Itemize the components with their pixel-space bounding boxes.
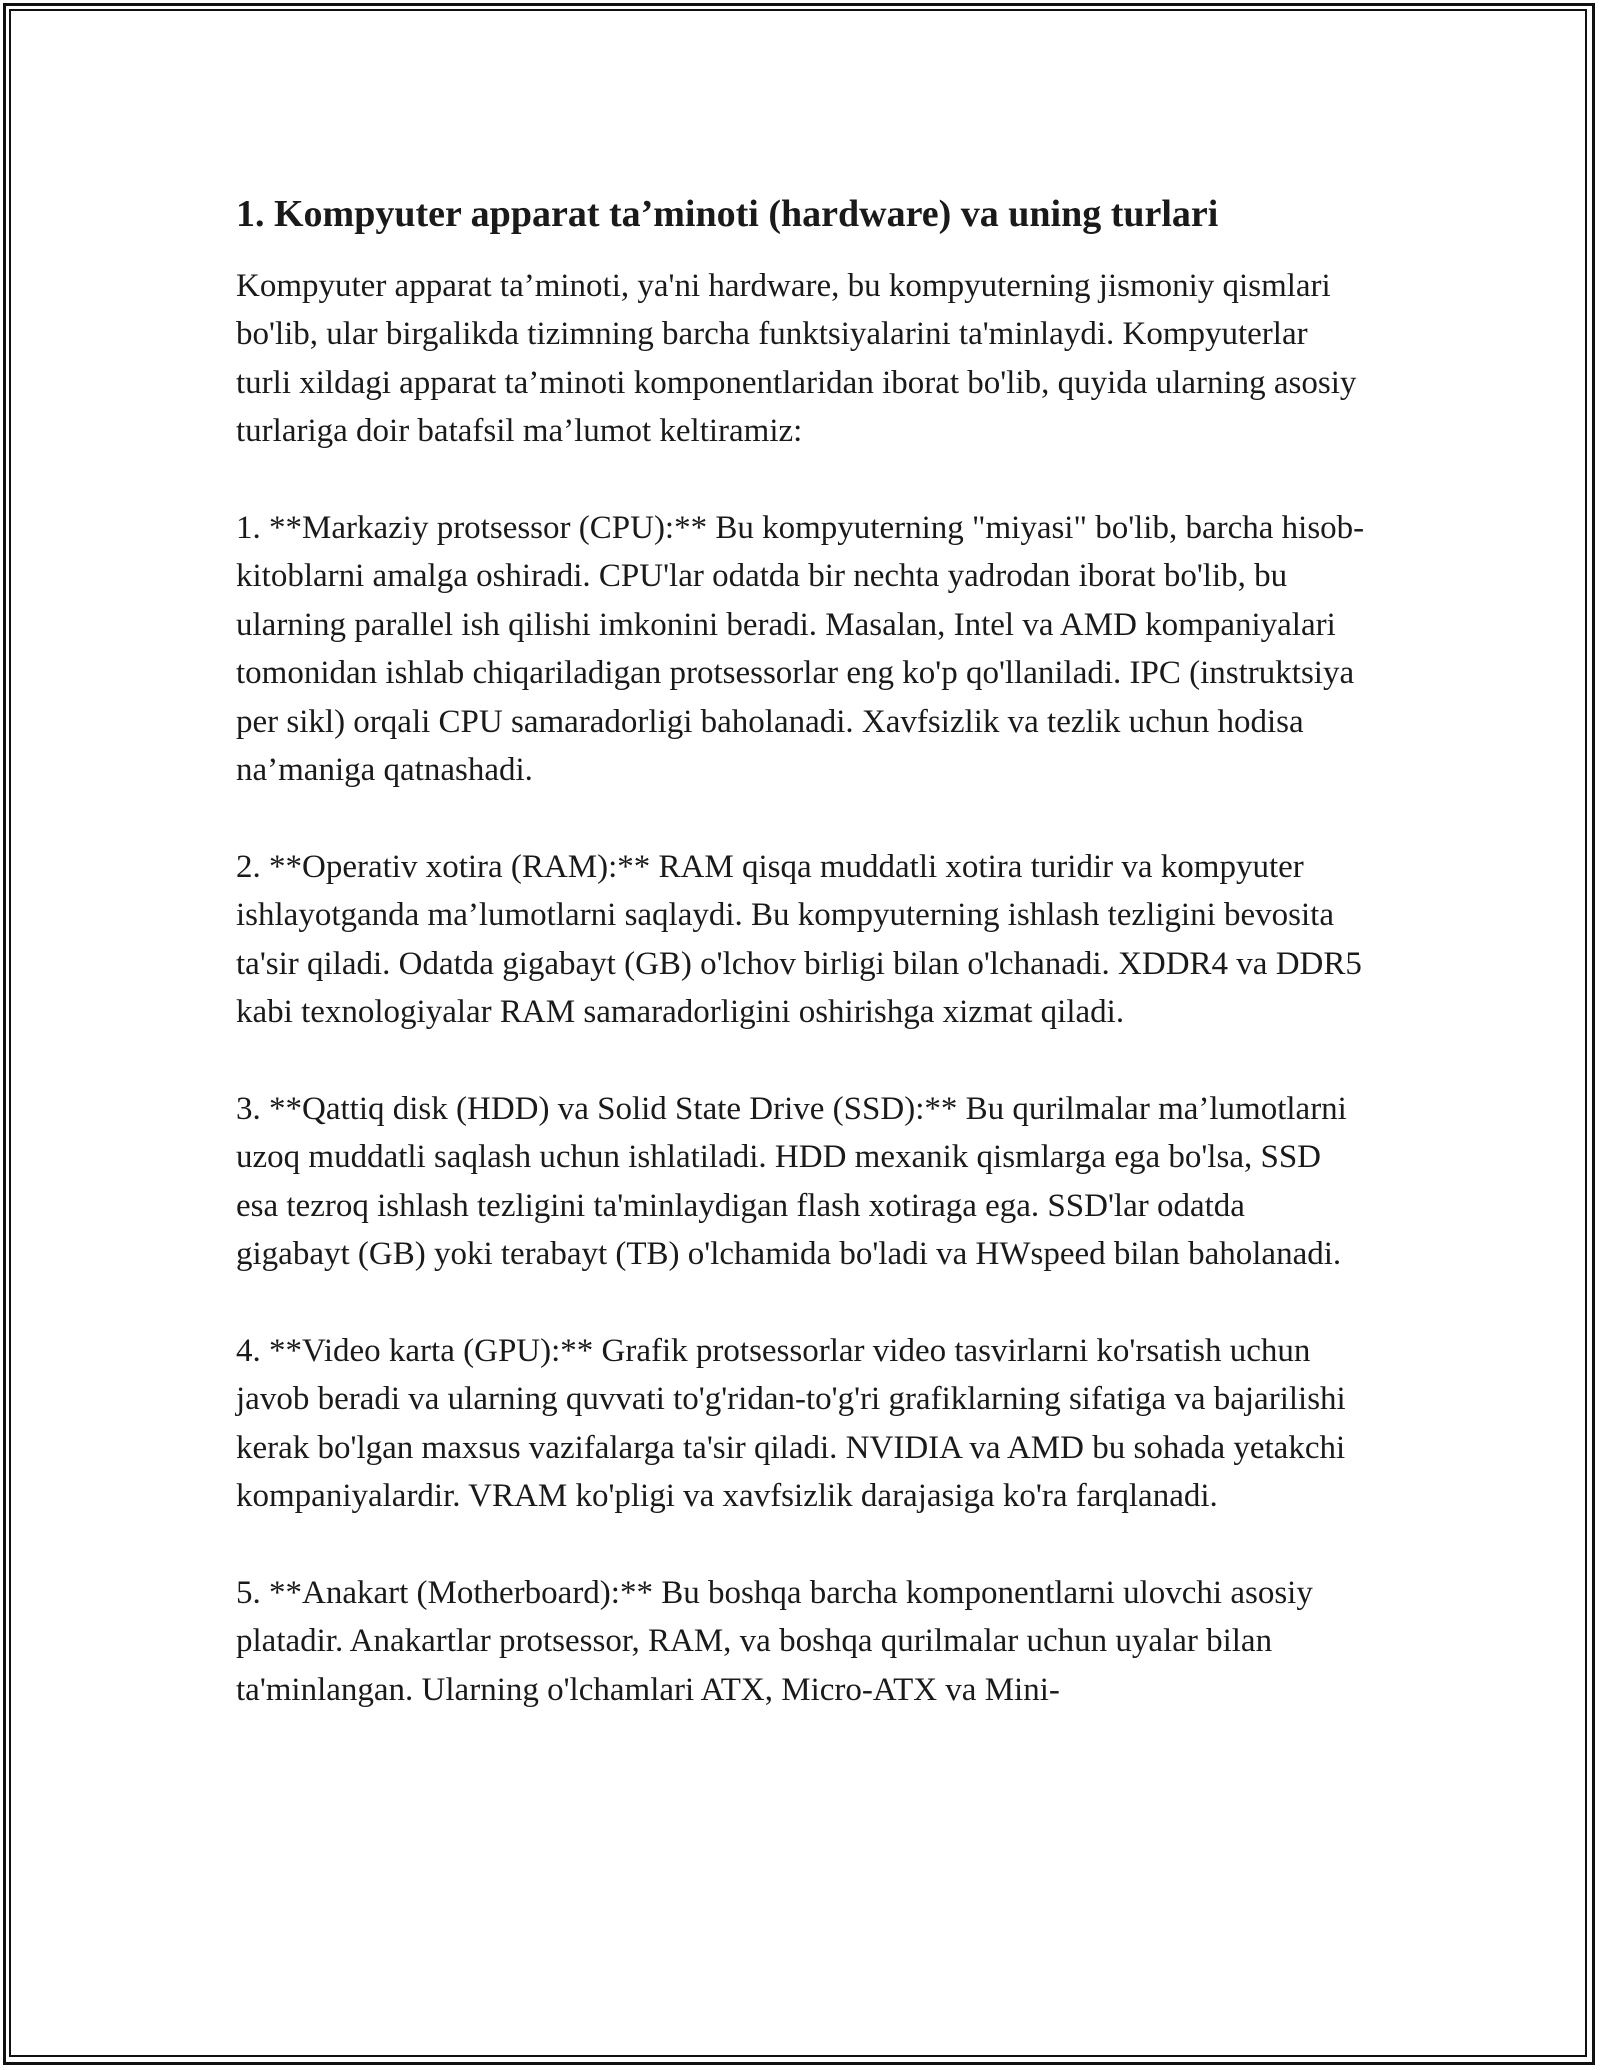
storage-paragraph: 3. **Qattiq disk (HDD) va Solid State Drive (SSD):** Bu qurilmalar ma’lumotlarni uzoq muddatli saqlash uchun ishlatiladi. HDD mexanik qismlarga ega bo'lsa, SSD esa tezroq ishlash tezligini ta'minlaydigan flash xotiraga ega. SSD'lar odatda gigabayt (GB) yoki terabayt (TB) o'lchamida bo'ladi va HWspeed bilan baholanadi.	[236, 1090, 1347, 1273]
intro-paragraph: Kompyuter apparat ta’minoti, ya'ni hardware, bu kompyuterning jismoniy qismlari bo'lib, ular birgalikda tizimning barcha funktsiyalarini ta'minlaydi. Kompyuterlar turli xildagi apparat ta’minoti komponentlaridan iborat bo'lib, quyida ularning asosiy turlariga doir batafsil ma’lumot keltiramiz:	[236, 268, 1357, 450]
document-title: 1. Kompyuter apparat ta’minoti (hardware) va uning turlari	[236, 193, 1219, 235]
ram-paragraph: 2. **Operativ xotira (RAM):** RAM qisqa muddatli xotira turidir va kompyuter ishlayotganda ma’lumotlarni saqlaydi. Bu kompyuterning ishlash tezligini bevosita ta'sir qiladi. Odatda gigabayt (GB) o'lchov birligi bilan o'lchanadi. XDDR4 va DDR5 kabi texnologiyalar RAM samaradorligini oshirishga xizmat qiladi.	[236, 848, 1362, 1031]
document-content	[236, 186, 1366, 1714]
document-body	[236, 262, 1366, 1714]
cpu-paragraph: 1. **Markaziy protsessor (CPU):** Bu kompyuterning "miyasi" bo'lib, barcha hisob-kitoblarni amalga oshiradi. CPU'lar odatda bir nechta yadrodan iborat bo'lib, bu ularning parallel ish qilishi imkonini beradi. Masalan, Intel va AMD kompaniyalari tomonidan ishlab chiqariladigan protsessorlar eng ko'p qo'llaniladi. IPC (instruktsiya per sikl) orqali CPU samaradorligi baholanadi. Xavfsizlik va tezlik uchun hodisa na’maniga qatnashadi.	[236, 510, 1365, 789]
motherboard-paragraph: 5. **Anakart (Motherboard):** Bu boshqa barcha komponentlarni ulovchi asosiy platadir. Anakartlar protsessor, RAM, va boshqa qurilmalar uchun uyalar bilan ta'minlangan. Ularning o'lchamlari ATX, Micro-ATX va Mini-	[236, 1574, 1313, 1708]
gpu-paragraph: 4. **Video karta (GPU):** Grafik protsessorlar video tasvirlarni ko'rsatish uchun javob beradi va ularning quvvati to'g'ridan-to'g'ri grafiklarning sifatiga va bajarilishi kerak bo'lgan maxsus vazifalarga ta'sir qiladi. NVIDIA va AMD bu sohada yetakchi kompaniyalardir. VRAM ko'pligi va xavfsizlik darajasiga ko'ra farqlanadi.	[236, 1332, 1346, 1515]
